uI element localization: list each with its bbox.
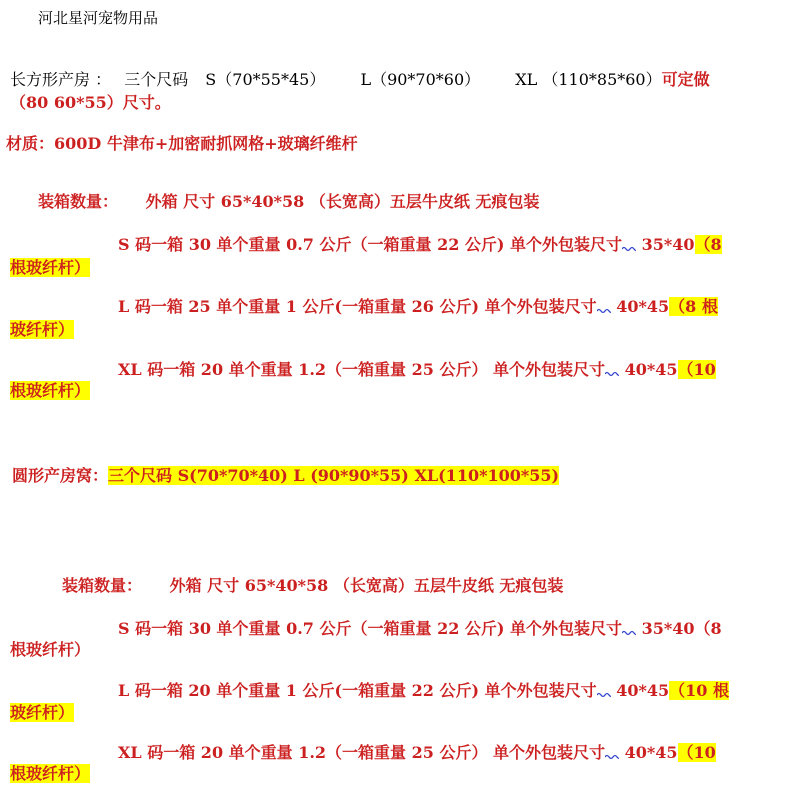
round-row-s-main: S 码一箱 30 单个重量 0.7 公斤（一箱重量 22 公斤) 单个外包装尺寸 (118, 619, 623, 638)
rect-house-line (10, 70, 710, 90)
rect-row-xl-main: XL 码一箱 20 单个重量 1.2（一箱重量 25 公斤） 单个外包装尺寸 (118, 360, 606, 379)
rect-row-l (118, 297, 718, 317)
rect-row-xl-cont (10, 381, 90, 401)
rect-row-xl-tail2: 根玻纤杆） (10, 381, 91, 400)
round-row-s-cont (10, 640, 90, 660)
rect-custom-note: 可定做 (661, 70, 710, 89)
rect-packing-line (38, 192, 539, 212)
rect-row-l-dims: 40*45 (616, 297, 670, 316)
material-text: 材质：600D 牛津布+加密耐抓网格+玻璃纤维杆 (6, 134, 358, 153)
rect-size-l: L（90*70*60） (360, 70, 481, 89)
squiggle-underline (605, 754, 619, 760)
rect-row-l-tail: （8 根 (669, 297, 718, 316)
rect-row-xl-tail: （10 (677, 360, 716, 379)
rect-row-l-main: L 码一箱 25 单个重量 1 公斤(一箱重量 26 公斤) 单个外包装尺寸 (118, 297, 597, 316)
rect-row-xl (118, 360, 716, 380)
rect-size-xl: XL （110*85*60） (515, 70, 662, 89)
company-name: 河北星河宠物用品 (38, 9, 159, 27)
round-row-xl-cont (10, 764, 90, 784)
round-packing-outer: 外箱 尺寸 65*40*58 （长宽高）五层牛皮纸 无痕包装 (169, 576, 564, 595)
squiggle-underline (622, 630, 636, 636)
rect-row-s-tail: （8 (694, 235, 722, 254)
round-row-xl-main: XL 码一箱 20 单个重量 1.2（一箱重量 25 公斤） 单个外包装尺寸 (118, 743, 606, 762)
rect-house-label: 长方形产房 ： (10, 70, 112, 89)
round-row-l-dims: 40*45 (616, 681, 670, 700)
round-row-s-dims: 35*40 (641, 619, 695, 638)
rect-packing-heading: 装箱数量： (38, 192, 119, 211)
round-packing-heading: 装箱数量： (62, 576, 143, 595)
rect-row-s-main: S 码一箱 30 单个重量 0.7 公斤（一箱重量 22 公斤) 单个外包装尺寸 (118, 235, 623, 254)
round-row-xl (118, 743, 716, 763)
rect-row-s-cont (10, 258, 90, 278)
squiggle-underline (597, 308, 611, 314)
squiggle-underline (605, 371, 619, 377)
round-row-l-main: L 码一箱 20 单个重量 1 公斤(一箱重量 22 公斤) 单个外包装尺寸 (118, 681, 597, 700)
round-row-s (118, 619, 722, 639)
round-row-l-tail2: 玻纤杆） (10, 703, 75, 722)
round-row-l (118, 681, 729, 701)
rect-row-s-tail2: 根玻纤杆） (10, 258, 91, 277)
round-house-sizes: 三个尺码 S(70*70*40) L (90*90*55) XL(110*100*55) (108, 466, 560, 485)
rect-packing-outer: 外箱 尺寸 65*40*58 （长宽高）五层牛皮纸 无痕包装 (145, 192, 540, 211)
round-row-xl-tail2: 根玻纤杆） (10, 764, 91, 783)
rect-row-l-tail2: 玻纤杆） (10, 320, 75, 339)
round-row-s-tail2: 根玻纤杆） (10, 640, 91, 659)
round-row-l-cont (10, 703, 74, 723)
squiggle-underline (622, 246, 636, 252)
rect-size-s: S（70*55*45） (205, 70, 326, 89)
round-row-xl-tail: （10 (677, 743, 716, 762)
rect-row-s-dims: 35*40 (641, 235, 695, 254)
rect-row-l-cont (10, 320, 74, 340)
round-row-s-tail: （8 (694, 619, 722, 638)
rect-row-s (118, 235, 722, 255)
rect-size-intro: 三个尺码 (124, 70, 189, 89)
rect-custom-size: （80 60*55）尺寸。 (10, 93, 171, 112)
round-packing-line (62, 576, 563, 596)
rect-row-xl-dims: 40*45 (624, 360, 678, 379)
round-house-line (12, 466, 559, 486)
round-row-xl-dims: 40*45 (624, 743, 678, 762)
squiggle-underline (597, 692, 611, 698)
round-row-l-tail: （10 根 (669, 681, 729, 700)
round-house-label: 圆形产房窝： (12, 466, 109, 485)
